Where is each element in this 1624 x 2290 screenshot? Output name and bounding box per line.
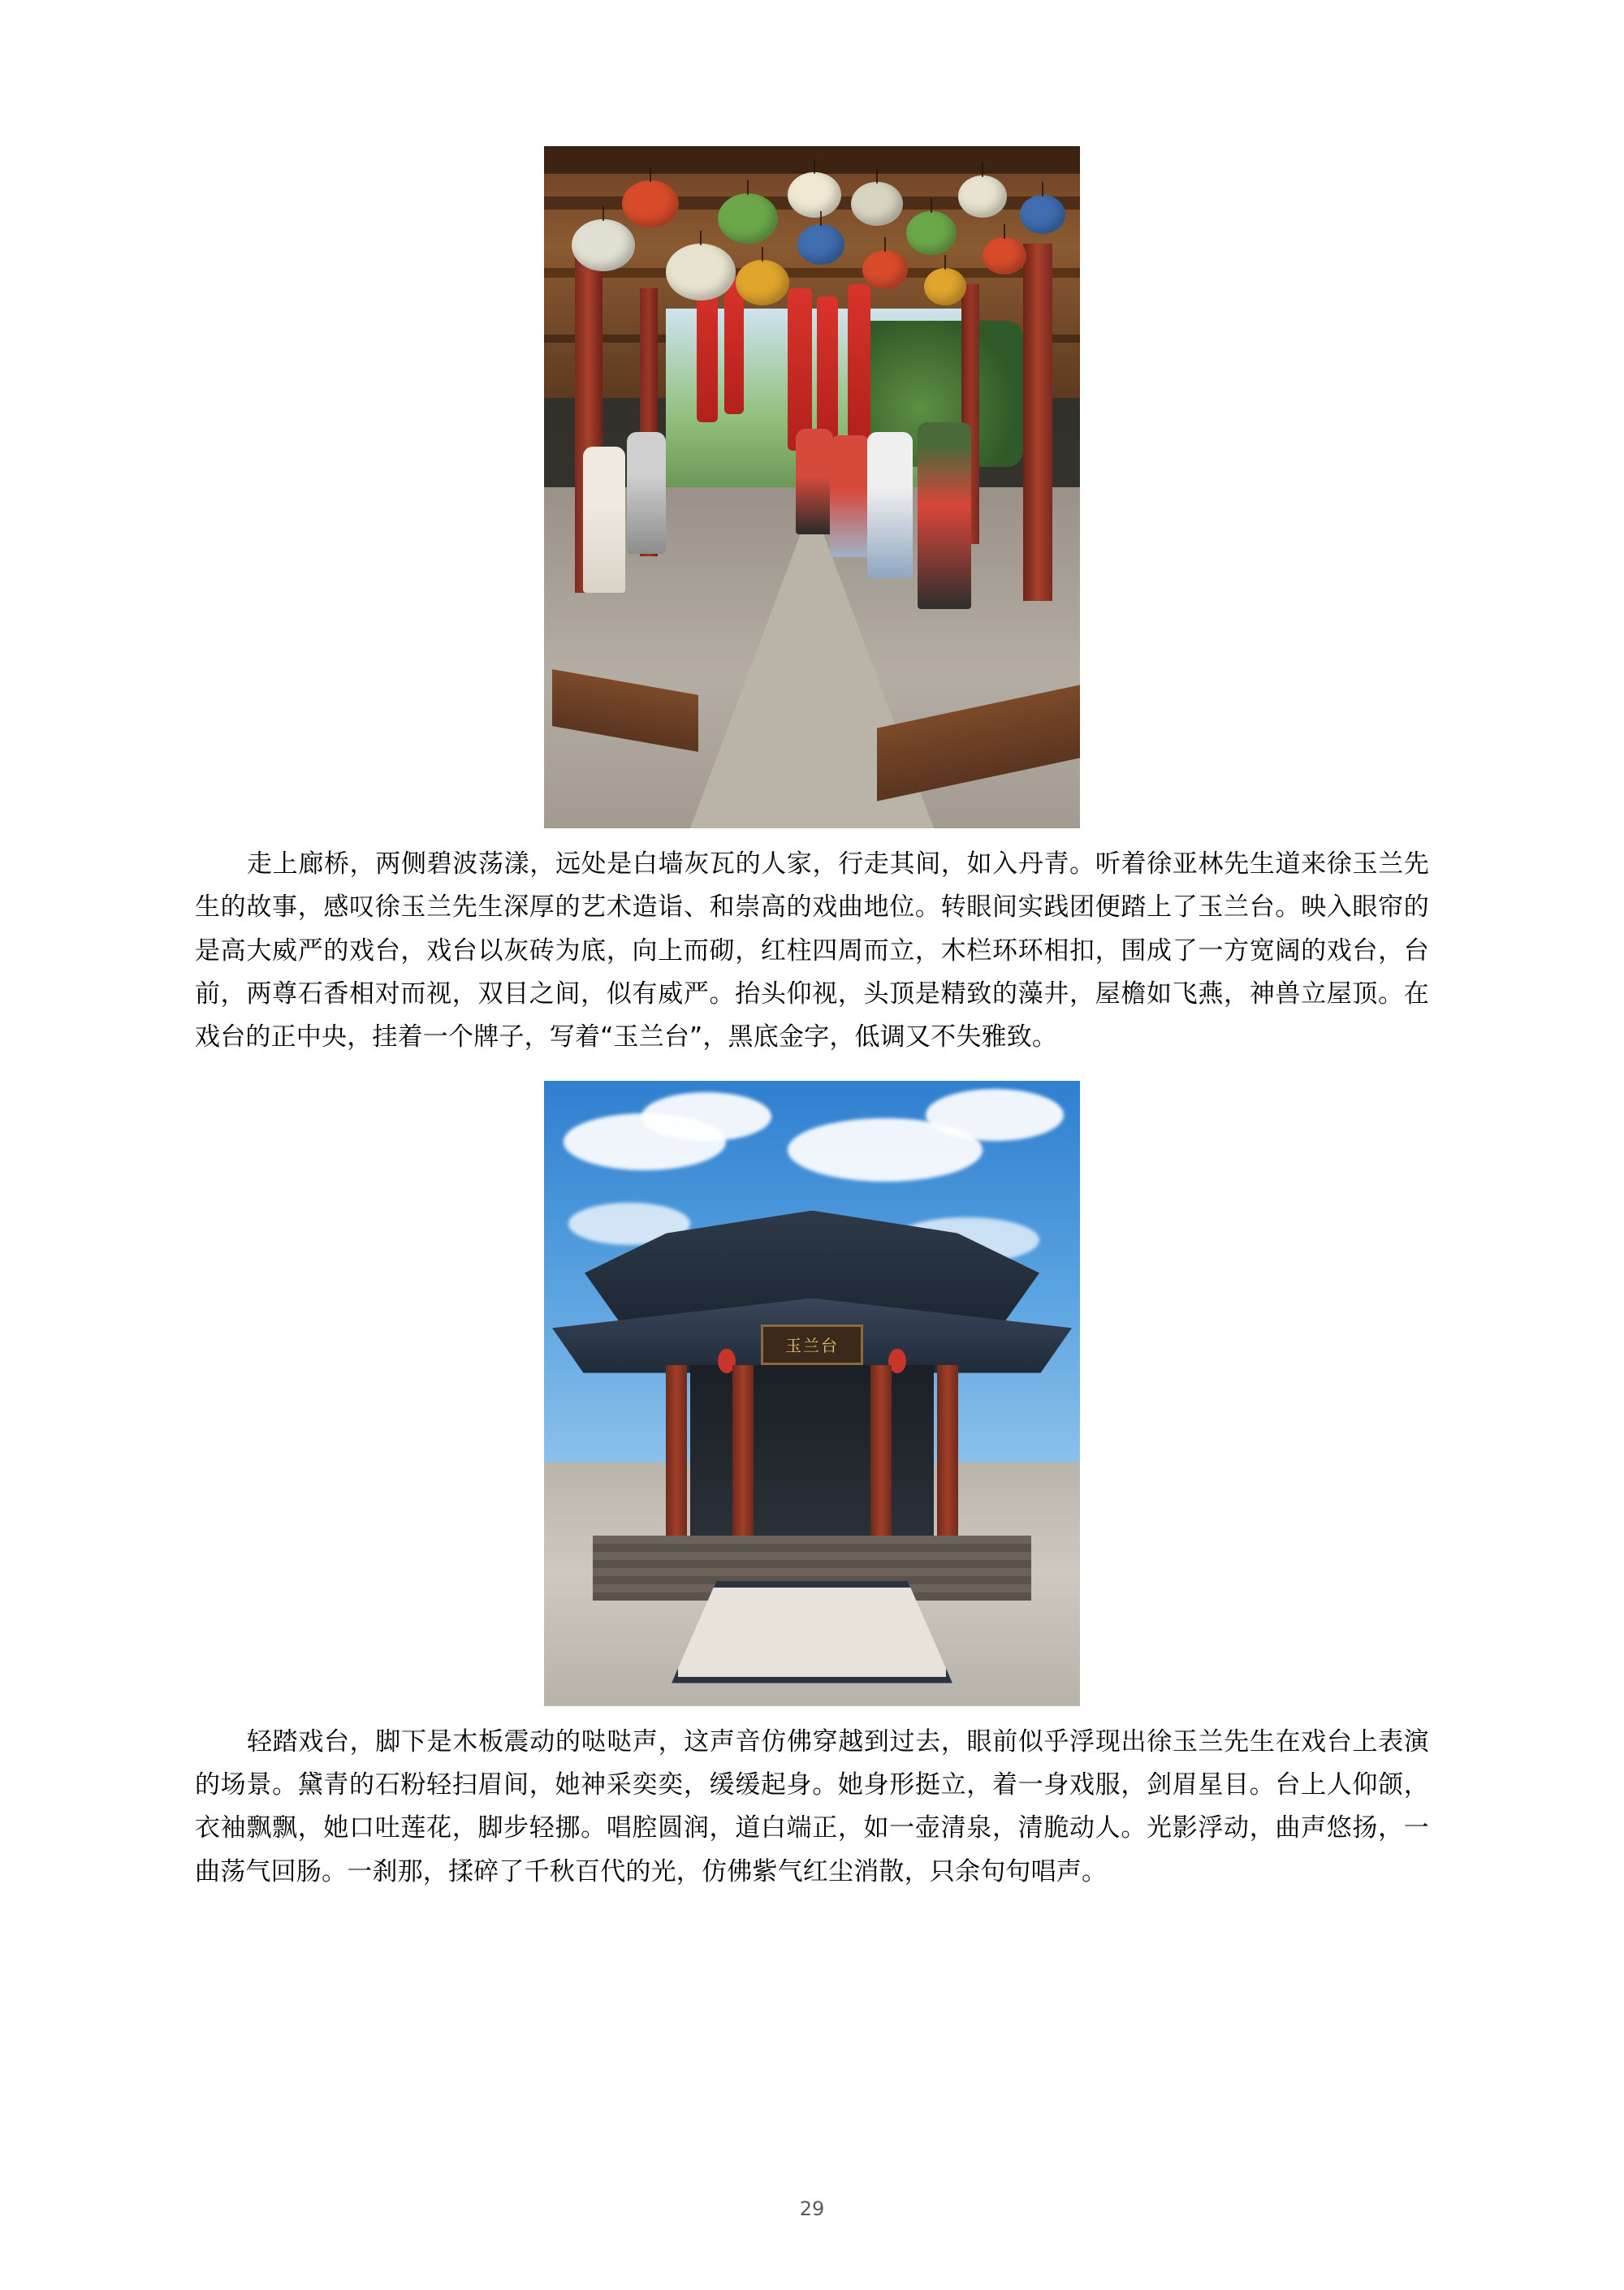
person (583, 447, 625, 593)
lantern (666, 244, 736, 300)
lantern (906, 211, 957, 255)
cloud (926, 1089, 1064, 1141)
red-pillar (937, 1365, 958, 1552)
person (830, 435, 870, 557)
figure-yulan-stage (195, 1081, 1429, 1706)
person (627, 432, 666, 554)
yulan-stage-pavilion-photo (544, 1081, 1080, 1706)
stage-interior (690, 1365, 934, 1544)
red-pillar (666, 1365, 687, 1552)
red-pillar (732, 1365, 754, 1552)
lantern (622, 180, 679, 227)
lantern (958, 175, 1007, 218)
red-hanging-decoration (817, 296, 838, 443)
lantern (572, 219, 635, 271)
person (918, 422, 971, 609)
red-hanging-decoration (848, 284, 870, 439)
lantern (851, 182, 903, 226)
lantern (983, 237, 1026, 274)
paragraph-1: 走上廊桥，两侧碧波荡漾，远处是白墙灰瓦的人家，行走其间，如入丹青。听着徐亚林先生道来徐玉兰先生的故事，感叹徐玉兰先生深厚的艺术造诣、和崇高的戏曲地位。转眼间实践团便踏上了玉兰台。映入眼帘的是高大威严的戏台，戏台以灰砖为底，向上而砌，红柱四周而立，木栏环环相扣，围成了一方宽阔的戏台，台前，两尊石香相对而视，双目之间，似有威严。抬头仰视，头顶是精致的藻井，屋檐如飞燕，神兽立屋顶。在戏台的正中央，挂着一个牌子，写着“玉兰台”，黑底金字，低调又不失雅致。 (195, 849, 1429, 1052)
lantern (797, 224, 844, 265)
lantern (924, 268, 966, 305)
person (867, 432, 913, 578)
paragraph-2: 轻踏戏台，脚下是木板震动的哒哒声，这声音仿佛穿越到过去，眼前似乎浮现出徐玉兰先生在戏台上表演的场景。黛青的石粉轻扫眉间，她神采奕奕，缓缓起身。她身形挺立，着一身戏服，剑眉星目。台上人仰颌，衣袖飘飘，她口吐莲花，脚步轻挪。唱腔圆润，道白端正，如一壶清泉，清脆动人。光影浮动，曲声悠扬，一曲荡气回肠。一刹那，揉碎了千秋百代的光，仿佛紫气红尘消散，只余句句唱声。 (195, 1726, 1429, 1886)
page-number: 29 (799, 2197, 825, 2220)
corridor-bridge-with-lanterns-photo (544, 146, 1080, 828)
stage-plaque: 玉兰台 (761, 1324, 863, 1365)
lantern (788, 172, 841, 218)
red-hanging-decoration (788, 288, 812, 451)
cloud (641, 1092, 771, 1141)
figure-corridor-bridge (195, 146, 1429, 828)
lantern (718, 193, 778, 244)
lantern (1020, 195, 1065, 234)
red-pillar (870, 1365, 892, 1552)
red-pillar (1023, 244, 1052, 601)
ground-medallion-pattern (672, 1581, 952, 1683)
page-content (195, 146, 1429, 1915)
roof-edge (544, 146, 1080, 174)
lantern (862, 250, 908, 289)
lantern (736, 260, 789, 305)
person (796, 429, 833, 534)
